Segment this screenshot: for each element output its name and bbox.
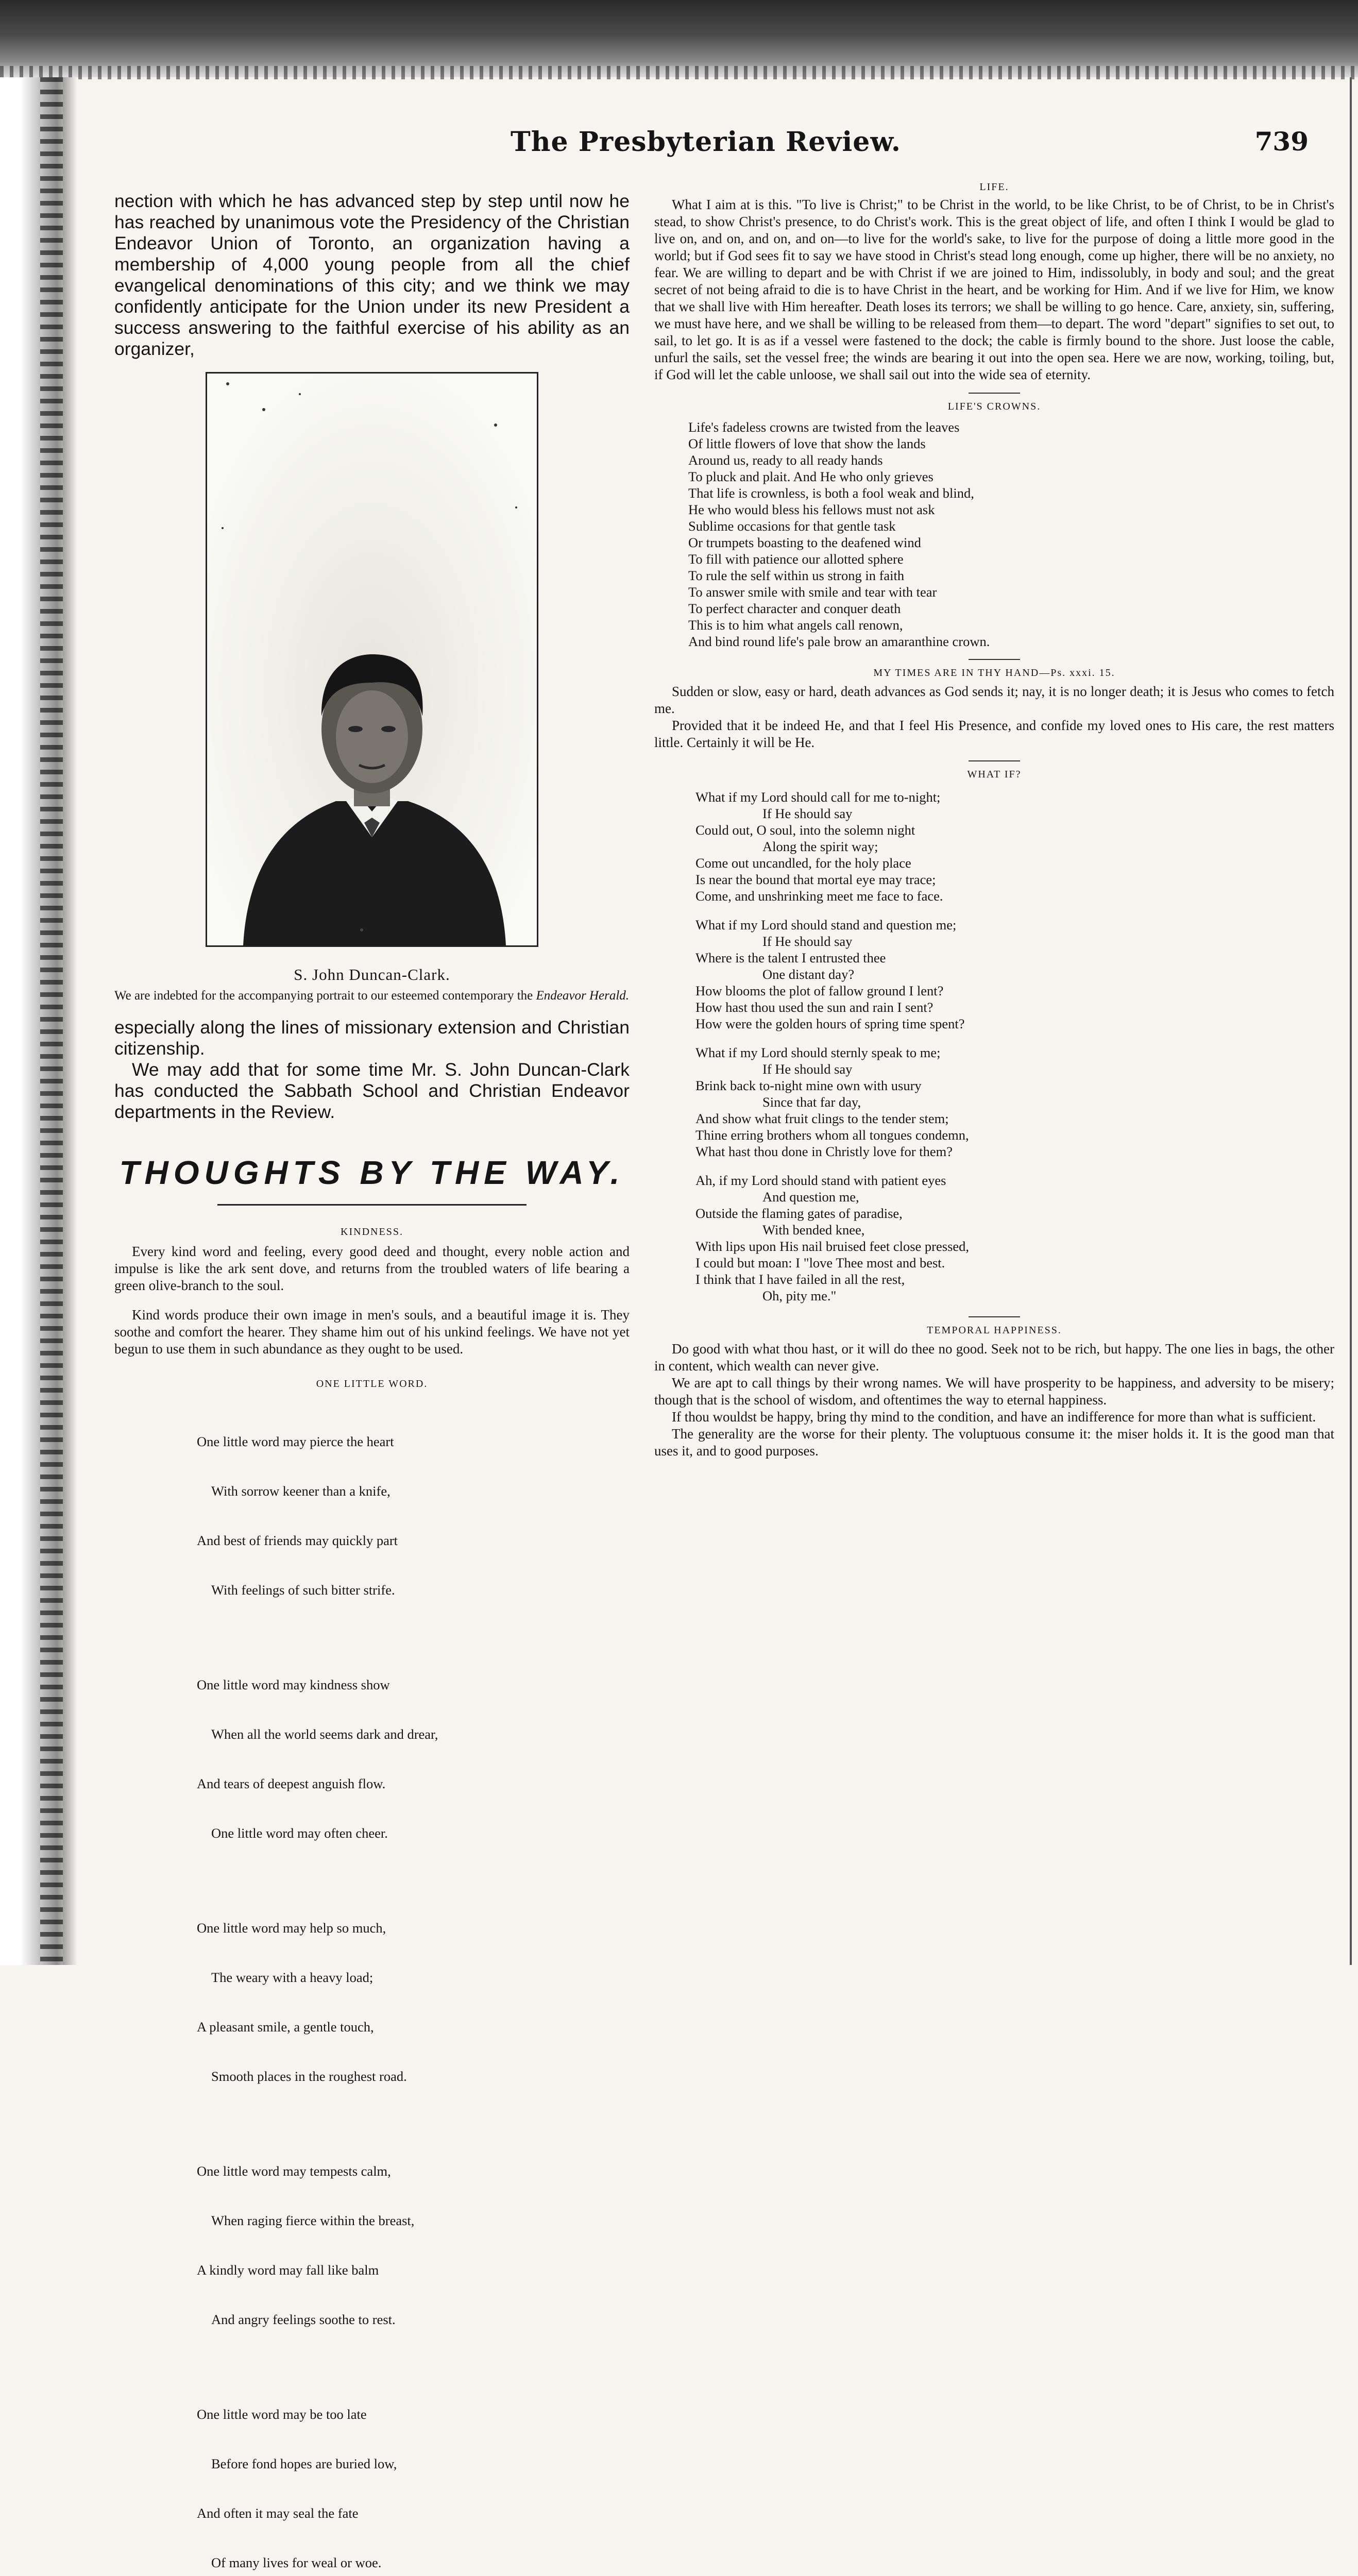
whatif-poem	[695, 789, 1334, 1304]
poem-line: The weary with a heavy load;	[211, 1970, 374, 1985]
poem-line: And show what fruit clings to the tender stem;	[695, 1111, 949, 1126]
poem-line: Of little flowers of love that show the lands	[688, 436, 926, 451]
section-divider	[969, 393, 1020, 394]
whatif-heading: WHAT IF?	[967, 769, 1022, 780]
temporal-paragraph: We are apt to call things by their wrong names. We will have prosperity to be happiness, and adversity to be misery; though that is the school of wisdom, and oftentimes the way to eternal happiness.	[654, 1375, 1334, 1408]
poem-line: Along the spirit way;	[762, 839, 878, 854]
temporal-paragraph: Do good with what thou hast, or it will do thee no good. Seek not to be rich, but happy. The one lies in bags, the other in content, which wealth can never give.	[654, 1341, 1334, 1374]
page-header	[82, 126, 1329, 178]
poem-line: If He should say	[762, 806, 853, 821]
poem-stanza	[695, 789, 1334, 904]
section-rule	[217, 1204, 527, 1206]
kindness-heading: KINDNESS.	[341, 1226, 403, 1238]
poem-line: One little word may help so much,	[197, 1920, 386, 1936]
poem-line: A pleasant smile, a gentle touch,	[197, 2019, 374, 2035]
crowns-poem	[688, 419, 1334, 650]
poem-line: One little word may tempests calm,	[197, 2163, 391, 2179]
poem-line: And question me,	[762, 1189, 859, 1205]
poem-line: Could out, O soul, into the solemn night	[695, 822, 915, 838]
poem-line: He who would bless his fellows must not ask	[688, 502, 935, 517]
poem-stanza	[197, 1400, 630, 1631]
journal-title: The Presbyterian Review.	[511, 126, 901, 158]
poem-line: Before fond hopes are buried low,	[211, 2456, 397, 2471]
poem-line: With bended knee,	[762, 1222, 865, 1238]
poem-stanza	[197, 2130, 630, 2361]
poem-line: If He should say	[762, 1061, 853, 1077]
poem-line: What hast thou done in Christly love for them?	[695, 1144, 953, 1159]
poem-line: Brink back to-night mine own with usury	[695, 1078, 922, 1093]
poem-line: That life is crownless, is both a fool weak and blind,	[688, 485, 974, 501]
poem-line: How hast thou used the sun and rain I sent?	[695, 999, 933, 1015]
poem-line: Outside the flaming gates of paradise,	[695, 1206, 903, 1221]
poem-line: One little word may often cheer.	[211, 1825, 388, 1841]
poem-stanza	[695, 1044, 1334, 1160]
poem-line: Since that far day,	[762, 1094, 861, 1110]
poem-line: Is near the bound that mortal eye may trace;	[695, 872, 936, 887]
portrait-frame	[206, 372, 538, 947]
poem-line: Around us, ready to all ready hands	[688, 452, 883, 468]
right-column	[654, 181, 1334, 1460]
page-number: 739	[1254, 126, 1309, 157]
portrait-credit: We are indebted for the accompanying portrait to our esteemed contemporary the Endeavor Herald.	[114, 989, 630, 1003]
poem-line: How blooms the plot of fallow ground I lent?	[695, 983, 944, 998]
kindness-paragraph-2: Kind words produce their own image in men's souls, and a beautiful image it is. They soothe and comfort the hearer. They shame him out of his unkind feelings. We have not yet begun to use them in such abundance as they ought to be used.	[114, 1307, 630, 1357]
poem-line: If He should say	[762, 934, 853, 949]
poem-line: Or trumpets boasting to the deafened wind	[688, 535, 921, 550]
section-divider	[969, 1316, 1020, 1317]
poem-line: What if my Lord should call for me to-night;	[695, 789, 941, 805]
intro-paragraph: nection with which he has advanced step by step until now he has reached by unanimous vote the Presidency of the Christian Endeavor Union of Toronto, an organization having a membership of 4,000 young people from all the chief evangelical denominations of this city; and we think we may confidently anticipate for the Union under its new President a success answering to the faithful exercise of his ability as an organizer,	[114, 191, 630, 359]
poem-line: With sorrow keener than a knife,	[211, 1483, 391, 1499]
kindness-paragraph-1: Every kind word and feeling, every good deed and thought, every noble action and impulse is like the ark sent dove, and returns from the troubled waters of life bearing a green olive-branch to the soul.	[114, 1244, 630, 1293]
continuation-paragraph: especially along the lines of missionary extension and Christian citizenship.	[114, 1017, 630, 1059]
poem-line: A kindly word may fall like balm	[197, 2262, 379, 2278]
poem-line: Come, and unshrinking meet me face to face.	[695, 888, 943, 904]
poem-line: And bind round life's pale brow an amaranthine crown.	[688, 634, 990, 649]
portrait-caption: S. John Duncan-Clark.	[294, 965, 450, 984]
poem-line: To answer smile with smile and tear with tear	[688, 584, 937, 600]
section-title: THOUGHTS BY THE WAY.	[119, 1154, 625, 1191]
poem-line: With feelings of such bitter strife.	[211, 1582, 395, 1598]
poem-line: And angry feelings soothe to rest.	[211, 2312, 396, 2327]
temporal-heading: TEMPORAL HAPPINESS.	[927, 1325, 1062, 1336]
life-heading: LIFE.	[979, 181, 1009, 193]
poem-line: And often it may seal the fate	[197, 2505, 359, 2521]
poem-line: When raging fierce within the breast,	[211, 2213, 415, 2228]
life-paragraph: What I aim at is this. "To live is Christ;" to be Christ in the world, to be like Christ, to be of Christ, to be in Christ's stead, to show Christ's presence, to do Christ's work. This is the great object of life, and often I think I would be glad to live on, and on, and on, and on—to live for the world's sake, to live for the purpose of doing a little more good in the world; but if God sees fit to say we have stood in Christ's stead long enough, come up higher, there will be no anxiety, no fear. We are willing to depart and be with Christ if we are joined to Him, indissolubly, in body and soul; and the great secret of not being afraid to die is to have Christ in the heart, and be working for Him. And if we live for Him, we know that we shall live with Him hereafter. Death loses its terrors; we shall be willing to go hence. Care, anxiety, sin, suffering, we must have here, and we shall be willing to be released from them—to depart. The word "depart" signifies to set out, to sail, to let go. It is as if a vessel were fastened to the dock; the cable is firmly bound to the shore. Just loose the cable, unfurl the sails, set the vessel free; the winds are bearing it out into the open sea. Here we are now, working, toiling, but, if God will let the cable unloose, we shall sail out into the wide sea of eternity.	[654, 197, 1334, 382]
poem-line: I could but moan: I "love Thee most and best.	[695, 1255, 945, 1270]
times-paragraph-2: Provided that it be indeed He, and that I feel His Presence, and confide my loved ones to His care, the rest matters little. Certainly it will be He.	[654, 718, 1334, 750]
scan-right-rule	[1350, 77, 1352, 1965]
poem-line: Smooth places in the roughest road.	[211, 2069, 407, 2084]
section-divider	[969, 760, 1020, 761]
poem-line: To fill with patience our allotted sphere	[688, 551, 904, 567]
poem-line: One little word may kindness show	[197, 1677, 390, 1692]
poem-line: This is to him what angels call renown,	[688, 617, 903, 633]
temporal-paragraph: The generality are the worse for their plenty. The voluptuous consume it: the miser holds it. It is the good man that uses it, and to good purposes.	[654, 1426, 1334, 1459]
poem-line: Life's fadeless crowns are twisted from the leaves	[688, 419, 960, 435]
scan-left-binding	[0, 77, 77, 1965]
section-divider	[969, 659, 1020, 660]
temporal-paragraph: If thou wouldst be happy, bring thy mind to the condition, and have an indifference for more than what is sufficient.	[672, 1409, 1316, 1425]
poem-line: And tears of deepest anguish flow.	[197, 1776, 386, 1791]
poem-line: When all the world seems dark and drear,	[211, 1726, 438, 1742]
poem-line: With lips upon His nail bruised feet close pressed,	[695, 1239, 970, 1254]
poem-stanza	[197, 2373, 630, 2576]
one-little-word-heading: ONE LITTLE WORD.	[316, 1378, 428, 1389]
poem-line: And best of friends may quickly part	[197, 1533, 398, 1548]
poem-line: Sublime occasions for that gentle task	[688, 518, 896, 534]
poem-line: Of many lives for weal or woe.	[211, 2555, 382, 2570]
poem-line: What if my Lord should stand and question me;	[695, 917, 957, 933]
poem-line: One distant day?	[762, 967, 855, 982]
poem-stanza	[695, 917, 1334, 1032]
poem-stanza	[197, 1887, 630, 2117]
times-paragraph-1: Sudden or slow, easy or hard, death advances as God sends it; nay, it is no longer death; it is Jesus who comes to fetch me.	[654, 684, 1334, 716]
poem-line: How were the golden hours of spring time spent?	[695, 1016, 965, 1031]
poem-line: To pluck and plait. And He who only grieves	[688, 469, 933, 484]
left-column	[114, 191, 630, 2576]
poem-line: One little word may be too late	[197, 2406, 367, 2422]
temporal-body	[654, 1341, 1334, 1460]
poem-line: What if my Lord should sternly speak to me;	[695, 1045, 941, 1060]
credit-source: Endeavor Herald.	[536, 989, 630, 1003]
poem-line: Come out uncandled, for the holy place	[695, 855, 911, 871]
poem-stanza	[197, 1643, 630, 1874]
poem-line: Thine erring brothers whom all tongues condemn,	[695, 1127, 969, 1143]
poem-line: To perfect character and conquer death	[688, 601, 901, 616]
scan-top-border	[0, 0, 1358, 77]
poem-line: I think that I have failed in all the rest,	[695, 1272, 905, 1287]
poem-line: Oh, pity me."	[762, 1288, 837, 1303]
portrait-image	[207, 374, 537, 945]
crowns-heading: LIFE'S CROWNS.	[947, 401, 1041, 412]
duncan-clark-paragraph: We may add that for some time Mr. S. John Duncan-Clark has conducted the Sabbath School and Christian Endeavor departments in the Review.	[114, 1059, 630, 1122]
poem-line: Ah, if my Lord should stand with patient eyes	[695, 1173, 946, 1188]
poem-line: Where is the talent I entrusted thee	[695, 950, 886, 965]
poem-line: One little word may pierce the heart	[197, 1434, 394, 1449]
one-little-word-poem	[197, 1400, 630, 2576]
times-heading: MY TIMES ARE IN THY HAND—Ps. xxxi. 15.	[873, 667, 1115, 679]
poem-stanza	[695, 1172, 1334, 1304]
poem-line: To rule the self within us strong in faith	[688, 568, 905, 583]
